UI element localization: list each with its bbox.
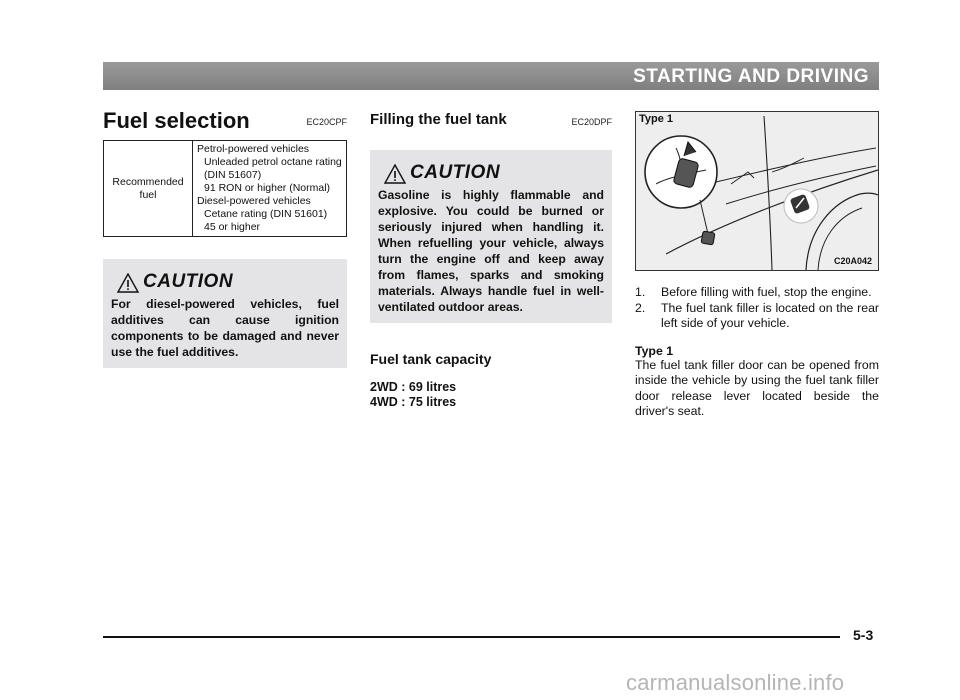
spec-line: Diesel-powered vehicles xyxy=(197,195,311,207)
caution-text: Gasoline is highly flammable and explosive. You could be burned or seriously injured when handling it. When refuelling your vehicle, always turn the engine off and keep away from flames, sparks and smoking materials. Always handle fuel in well-ventilated outdoor areas. xyxy=(378,188,604,314)
section-title: STARTING AND DRIVING xyxy=(633,66,869,87)
car-side-drawing xyxy=(636,112,878,270)
recommended-fuel-label: Recommended fuel xyxy=(104,141,193,237)
step-text: The fuel tank filler is located on the rear left side of your vehicle. xyxy=(661,300,879,330)
step-text: Before filling with fuel, stop the engine. xyxy=(661,285,872,299)
caution-heading xyxy=(384,162,604,184)
type1-description: The fuel tank filler door can be opened from inside the vehicle by using the fuel tank filler door release lever located beside the driver's seat. xyxy=(635,357,879,418)
spec-line: (DIN 51607) xyxy=(204,169,262,181)
caution-label: CAUTION xyxy=(143,271,234,292)
spec-line: 91 RON or higher (Normal) xyxy=(204,182,331,194)
step-number: 1. xyxy=(635,285,646,299)
step-number: 2. xyxy=(635,300,646,315)
capacity-values xyxy=(370,380,612,410)
filling-code: EC20DPF xyxy=(571,117,612,127)
section-header-bar xyxy=(103,62,879,90)
figure-label: Type 1 xyxy=(639,113,674,125)
spec-line: 45 or higher xyxy=(204,221,261,233)
capacity-title: Fuel tank capacity xyxy=(370,351,492,367)
spec-line: Cetane rating (DIN 51601) xyxy=(204,208,328,220)
filling-title: Filling the fuel tank xyxy=(370,111,507,128)
page-number: 5-3 xyxy=(853,627,874,643)
list-item xyxy=(635,285,879,301)
filling-heading xyxy=(370,108,612,136)
spec-line: Petrol-powered vehicles xyxy=(197,143,310,155)
fuel-selection-code: EC20CPF xyxy=(306,117,347,127)
caution-heading xyxy=(117,271,339,293)
type1-title: Type 1 xyxy=(635,343,674,358)
caution-text: For diesel-powered vehicles, fuel additives can cause ignition components to be damaged and never use the fuel additives. xyxy=(111,297,339,359)
instructions-column xyxy=(635,111,879,420)
footer-rule xyxy=(103,636,840,638)
diesel-caution-box xyxy=(103,259,347,368)
list-item xyxy=(635,301,879,332)
filling-column xyxy=(370,108,612,410)
instruction-steps xyxy=(635,285,879,332)
capacity-4wd: 4WD : 75 litres xyxy=(370,395,457,409)
fuel-selection-title: Fuel selection xyxy=(103,108,250,133)
warning-triangle-icon xyxy=(384,164,406,184)
watermark: carmanualsonline.info xyxy=(626,670,845,695)
capacity-2wd: 2WD : 69 litres xyxy=(370,380,457,394)
gasoline-caution-box xyxy=(370,150,612,323)
fuel-table xyxy=(103,140,347,237)
fuel-selection-column xyxy=(103,108,347,368)
table-row xyxy=(104,141,347,237)
caution-label: CAUTION xyxy=(410,162,501,183)
warning-triangle-icon xyxy=(117,273,139,293)
fuel-spec-cell xyxy=(193,141,347,237)
fuel-selection-heading xyxy=(103,108,347,136)
fuel-door-illustration xyxy=(635,111,879,271)
spec-line: Unleaded petrol octane rating xyxy=(204,156,342,168)
figure-code: C20A042 xyxy=(833,256,872,266)
